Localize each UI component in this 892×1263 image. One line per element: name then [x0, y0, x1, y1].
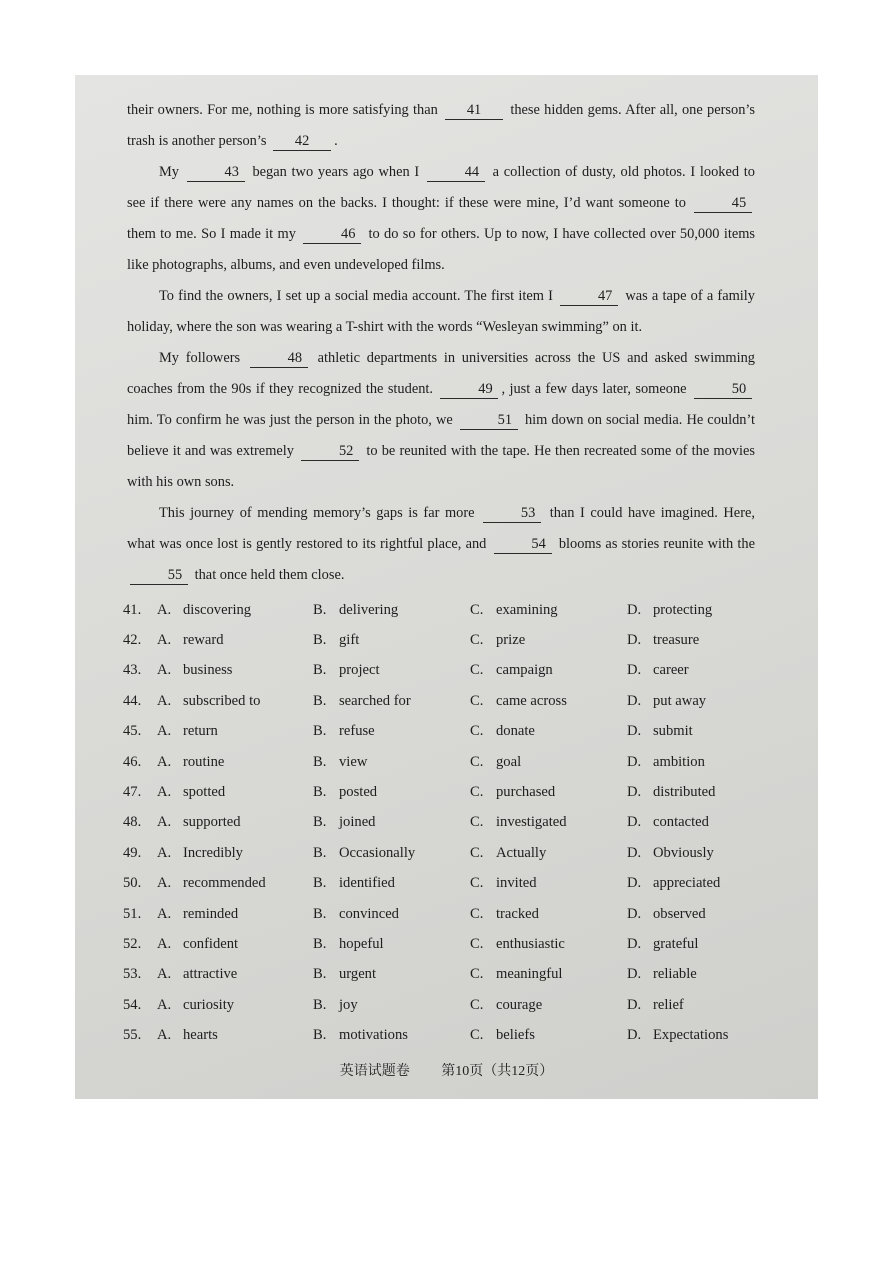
blank-55: 55	[130, 567, 188, 585]
question-number: 51.	[123, 905, 142, 922]
question-row	[123, 747, 783, 777]
footer-title: 英语试题卷	[339, 1064, 410, 1079]
option-a: A. curiosity	[157, 996, 235, 1013]
option-c: C. prize	[470, 632, 526, 649]
option-d: D. protecting	[627, 601, 713, 618]
option-c: C. donate	[470, 723, 535, 740]
question-number: 48.	[123, 814, 142, 831]
option-d: D. Obviously	[627, 844, 714, 861]
option-c: C. came across	[470, 692, 567, 709]
blank-48: 48	[250, 350, 308, 368]
option-a: A. supported	[157, 814, 241, 831]
question-row	[123, 595, 783, 625]
question-number: 54.	[123, 996, 142, 1013]
option-c: C. investigated	[470, 814, 567, 831]
option-b: B. searched for	[313, 692, 411, 709]
question-row	[123, 1020, 783, 1050]
option-d: D. ambition	[627, 753, 705, 770]
option-d: D. submit	[627, 723, 693, 740]
option-a: A. confident	[157, 935, 239, 952]
option-d: D. career	[627, 662, 689, 679]
question-number: 41.	[123, 601, 142, 618]
option-b: B. urgent	[313, 966, 377, 983]
page-footer	[75, 1060, 818, 1080]
option-b: B. refuse	[313, 723, 375, 740]
footer-page-number: 第10页（共12页）	[441, 1064, 554, 1079]
option-a: A. subscribed to	[157, 692, 261, 709]
option-a: A. spotted	[157, 784, 226, 801]
option-b: B. Occasionally	[313, 844, 416, 861]
paragraph-4: My followers 48 athletic departments in universities across the US and asked swimming coaches from the 90s if they recognized the student. 49 , just a few days later, someone 50 him. To confirm he was just the person in the photo, we 51 him down on social media. He couldn’t believe it and was extremely 52 to be reunited with the tape. He then recreated some of the movies with his own sons.	[127, 350, 756, 490]
option-d: D. observed	[627, 905, 706, 922]
option-d: D. reliable	[627, 966, 697, 983]
option-d: D. relief	[627, 996, 684, 1013]
question-number: 47.	[123, 784, 142, 801]
option-d: D. put away	[627, 692, 707, 709]
option-c: C. meaningful	[470, 966, 563, 983]
option-b: B. joined	[313, 814, 376, 831]
option-b: B. project	[313, 662, 380, 679]
document-photo	[75, 75, 818, 1099]
question-row	[123, 929, 783, 959]
blank-45: 45	[694, 195, 752, 213]
option-d: D. grateful	[627, 935, 699, 952]
option-b: B. hopeful	[313, 935, 384, 952]
option-a: A. attractive	[157, 966, 238, 983]
option-b: B. gift	[313, 632, 360, 649]
option-c: C. tracked	[470, 905, 539, 922]
paragraph-5: This journey of mending memory’s gaps is far more 53 than I could have imagined. Here, what was once lost is gently restored to its rightful place, and 54 blooms as stories reunite with the 55 that once held them close.	[127, 505, 755, 583]
question-number: 50.	[123, 875, 142, 892]
question-row	[123, 838, 783, 868]
question-row	[123, 625, 783, 655]
option-a: A. reward	[157, 632, 224, 649]
question-number: 53.	[123, 966, 142, 983]
cloze-passage	[127, 95, 755, 591]
question-number: 43.	[123, 662, 142, 679]
question-row	[123, 808, 783, 838]
blank-43: 43	[187, 164, 245, 182]
question-number: 44.	[123, 692, 142, 709]
question-row	[123, 899, 783, 929]
blank-53: 53	[483, 505, 541, 523]
option-b: B. joy	[313, 996, 358, 1013]
question-number: 46.	[123, 753, 142, 770]
question-row	[123, 990, 783, 1020]
question-row	[123, 717, 783, 747]
option-b: B. motivations	[313, 1027, 408, 1044]
blank-41: 41	[445, 102, 503, 120]
option-a: A. business	[157, 662, 233, 679]
answer-options	[123, 595, 783, 1051]
question-row	[123, 686, 783, 716]
blank-49: 49	[440, 381, 498, 399]
option-c: C. examining	[470, 601, 558, 618]
blank-42: 42	[273, 133, 331, 151]
option-c: C. goal	[470, 753, 522, 770]
option-c: C. Actually	[470, 844, 547, 861]
option-b: B. view	[313, 753, 368, 770]
paragraph-2: My 43 began two years ago when I 44 a collection of dusty, old photos. I looked to see if there were any names on the backs. I thought: if these were mine, I’d want someone to 45 them to me. So I made it my 46 to do so for others. Up to now, I have collected over 50,000 items like photographs, albums, and even undeveloped films.	[127, 164, 755, 273]
question-number: 42.	[123, 632, 142, 649]
question-number: 49.	[123, 844, 142, 861]
blank-47: 47	[560, 288, 618, 306]
option-a: A. discovering	[157, 601, 252, 618]
option-c: C. beliefs	[470, 1027, 535, 1044]
option-c: C. purchased	[470, 784, 556, 801]
paragraph-1: their owners. For me, nothing is more satisfying than 41 these hidden gems. After all, one person’s trash is another person’s 42 .	[127, 102, 755, 149]
blank-44: 44	[427, 164, 485, 182]
option-a: A. hearts	[157, 1027, 218, 1044]
option-d: D. distributed	[627, 784, 716, 801]
question-number: 52.	[123, 935, 142, 952]
option-d: D. treasure	[627, 632, 700, 649]
question-number: 45.	[123, 723, 142, 740]
blank-46: 46	[303, 226, 361, 244]
option-a: A. Incredibly	[157, 844, 243, 861]
option-b: B. identified	[313, 875, 395, 892]
question-row	[123, 960, 783, 990]
question-row	[123, 777, 783, 807]
option-d: D. Expectations	[627, 1027, 729, 1044]
option-c: C. courage	[470, 996, 543, 1013]
option-d: D. contacted	[627, 814, 709, 831]
option-c: C. invited	[470, 875, 537, 892]
option-c: C. enthusiastic	[470, 935, 565, 952]
option-b: B. delivering	[313, 601, 399, 618]
blank-54: 54	[494, 536, 552, 554]
paragraph-3: To find the owners, I set up a social media account. The first item I 47 was a tape of a family holiday, where the son was wearing a T-shirt with the words “Wesleyan swimming” on it.	[127, 288, 755, 335]
option-c: C. campaign	[470, 662, 553, 679]
option-a: A. routine	[157, 753, 225, 770]
question-row	[123, 869, 783, 899]
question-number: 55.	[123, 1027, 142, 1044]
option-a: A. return	[157, 723, 218, 740]
blank-51: 51	[460, 412, 518, 430]
blank-50: 50	[694, 381, 752, 399]
question-row	[123, 656, 783, 686]
option-a: A. reminded	[157, 905, 239, 922]
option-b: B. convinced	[313, 905, 399, 922]
option-a: A. recommended	[157, 875, 266, 892]
option-b: B. posted	[313, 784, 378, 801]
option-d: D. appreciated	[627, 875, 721, 892]
blank-52: 52	[301, 443, 359, 461]
